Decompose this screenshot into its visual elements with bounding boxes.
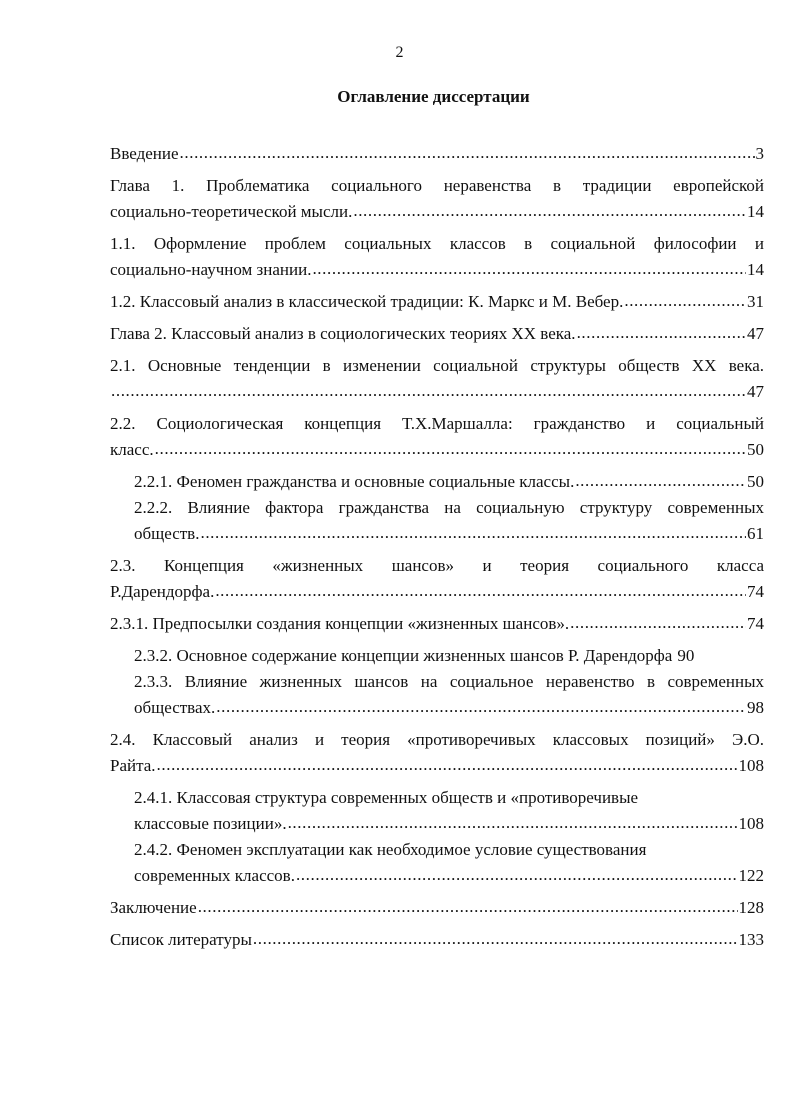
toc-entry-label-cont: обществ.: [134, 524, 200, 543]
toc-entry-2-2-1[interactable]: [134, 469, 764, 495]
toc-entry-page: 74: [747, 614, 764, 633]
leader-dots: [155, 436, 746, 462]
leader-dots: [157, 752, 738, 778]
toc-entry-label: Введение: [110, 144, 179, 163]
toc-entry-label: 2.4.2. Феномен эксплуатации как необходимое условие существования: [134, 840, 647, 859]
toc-entry-label: 2.3. Концепция «жизненных шансов» и теория социального класса: [110, 556, 764, 575]
toc-entry-page: 50: [747, 472, 764, 491]
toc-entry-chapter-2[interactable]: [110, 321, 764, 347]
toc-entry-conclusion[interactable]: [110, 895, 764, 921]
leader-dots: [198, 894, 738, 920]
toc-entry-label-cont: классовые позиции».: [134, 814, 287, 833]
toc-entry-2-4-2[interactable]: [134, 837, 764, 889]
toc-entry-page: 50: [747, 440, 764, 459]
toc-entry-page: 47: [747, 382, 764, 401]
leader-dots: [570, 610, 746, 636]
toc-entry-label-cont: класс.: [110, 440, 154, 459]
toc-entry-label-cont: Райта.: [110, 756, 156, 775]
toc-entry-page: 108: [738, 756, 764, 775]
toc-entry-label: 1.2. Классовый анализ в классической традиции: К. Маркс и М. Вебер.: [110, 292, 624, 311]
toc-entry-page: 122: [738, 866, 764, 885]
toc-entry-page: 74: [747, 582, 764, 601]
leader-dots: [180, 140, 755, 166]
toc-entry-page: 98: [747, 698, 764, 717]
toc-entry-introduction[interactable]: [110, 141, 764, 167]
toc-entry-label-cont: современных классов.: [134, 866, 295, 885]
leader-dots: [215, 578, 746, 604]
leader-dots: [288, 810, 738, 836]
toc-entry-2-3[interactable]: [110, 553, 764, 605]
toc-entry-2-3-3[interactable]: [134, 669, 764, 721]
leader-dots: [111, 378, 746, 404]
toc-title: Оглавление диссертации: [337, 87, 530, 106]
toc-entry-label: 2.4.1. Классовая структура современных обществ и «противоречивые: [134, 788, 639, 807]
toc-entry-2-3-2[interactable]: [134, 643, 764, 669]
toc-entry-page: 3: [755, 144, 764, 163]
toc-entry-label: 2.2. Социологическая концепция Т.Х.Маршалла: гражданство и социальный: [110, 414, 764, 433]
toc-entry-label: 2.3.2. Основное содержание концепции жизненных шансов Р. Дарендорфа: [134, 646, 673, 665]
leader-dots: [296, 862, 738, 888]
toc-entry-label-cont: социально-научном знании.: [110, 260, 312, 279]
toc-entry-2-2-2[interactable]: [134, 495, 764, 547]
toc-entry-page: 133: [738, 930, 764, 949]
leader-dots: [577, 320, 746, 346]
toc-entry-2-4[interactable]: [110, 727, 764, 779]
toc-entry-page: 108: [738, 814, 764, 833]
toc-entry-label: 2.2.2. Влияние фактора гражданства на социальную структуру современных: [134, 498, 764, 517]
toc-entry-1-1[interactable]: [110, 231, 764, 283]
toc-entry-2-1[interactable]: [110, 353, 764, 405]
toc-entry-label: Список литературы: [110, 930, 252, 949]
toc-entry-page: 14: [747, 260, 764, 279]
toc-entry-label: Глава 1. Проблематика социального неравенства в традиции европейской: [110, 176, 764, 195]
toc-entry-2-4-1[interactable]: [134, 785, 764, 837]
leader-dots: [353, 198, 746, 224]
toc-entry-label: 2.4. Классовый анализ и теория «противоречивых классовых позиций» Э.О.: [110, 730, 764, 749]
toc-entry-page: 61: [747, 524, 764, 543]
toc-entry-label: 2.3.3. Влияние жизненных шансов на социальное неравенство в современных: [134, 672, 764, 691]
toc-entry-label: 1.1. Оформление проблем социальных классов в социальной философии и: [110, 234, 764, 253]
toc-entry-label: 2.2.1. Феномен гражданства и основные социальные классы.: [134, 472, 575, 491]
toc-entry-label: 2.1. Основные тенденции в изменении социальной структуры обществ XX века.: [110, 356, 764, 375]
toc-entry-page: 90: [677, 646, 695, 665]
leader-dots: [253, 926, 738, 952]
toc-entry-page: 31: [747, 292, 764, 311]
toc-entry-chapter-1[interactable]: [110, 173, 764, 225]
page-number: 2: [395, 44, 404, 61]
toc-entry-page: 47: [747, 324, 764, 343]
toc-entry-1-2[interactable]: [110, 289, 764, 315]
toc-entry-label: 2.3.1. Предпосылки создания концепции «жизненных шансов».: [110, 614, 570, 633]
toc-entry-page: 128: [738, 898, 764, 917]
toc-entry-label: Глава 2. Классовый анализ в социологических теориях XX века.: [110, 324, 576, 343]
toc-entry-2-3-1[interactable]: [110, 611, 764, 637]
toc-entry-label: Заключение: [110, 898, 197, 917]
toc-entry-bibliography[interactable]: [110, 927, 764, 953]
toc-entry-page: 14: [747, 202, 764, 221]
leader-dots: [575, 468, 746, 494]
leader-dots: [200, 520, 746, 546]
table-of-contents: [110, 141, 764, 959]
toc-entry-2-2[interactable]: [110, 411, 764, 463]
leader-dots: [216, 694, 746, 720]
toc-entry-label-cont: обществах.: [134, 698, 216, 717]
toc-entry-label-cont: социально-теоретической мысли.: [110, 202, 353, 221]
toc-entry-label-cont: Р.Дарендорфа.: [110, 582, 215, 601]
leader-dots: [312, 256, 746, 282]
leader-dots: [624, 288, 746, 314]
